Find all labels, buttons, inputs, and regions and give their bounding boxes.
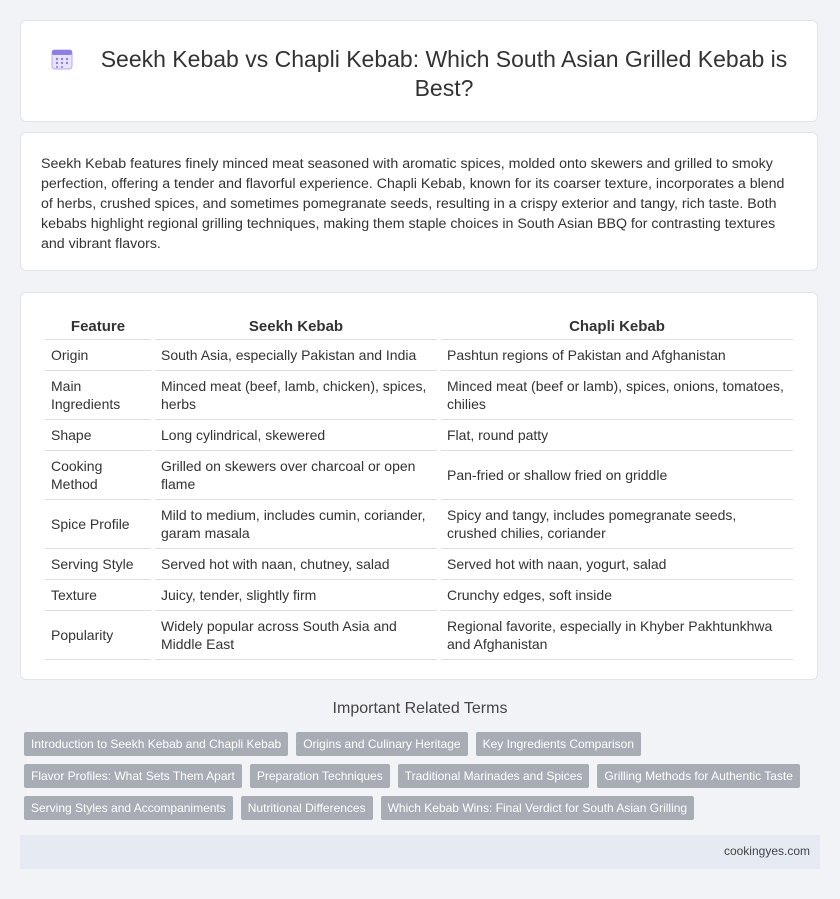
table-cell: Flat, round patty <box>441 420 793 451</box>
intro-paragraph: Seekh Kebab features finely minced meat seasoned with aromatic spices, molded onto skewers and grilled to smoky perfection, offering a tender and flavorful experience. Chapli Kebab, known for its coarser texture, incorporates a blend of herbs, crushed spices, and sometimes pomegranate seeds, resulting in a crispy exterior and tangy, rich taste. Both kebabs highlight regional grilling techniques, making them staple choices in South Asian BBQ for contrasting textures and vibrant flavors. <box>41 156 785 252</box>
table-cell: Juicy, tender, slightly firm <box>155 580 437 611</box>
column-header: Seekh Kebab <box>155 313 437 340</box>
table-cell: Shape <box>45 420 151 451</box>
table-row <box>45 611 793 660</box>
table-row <box>45 549 793 580</box>
related-term-tag[interactable]: Traditional Marinades and Spices <box>398 764 590 788</box>
table-row <box>45 371 793 420</box>
related-term-tag[interactable]: Origins and Culinary Heritage <box>296 732 467 756</box>
table-row <box>45 451 793 500</box>
header-card <box>20 20 818 122</box>
related-term-tag[interactable]: Key Ingredients Comparison <box>476 732 641 756</box>
related-term-tag[interactable]: Grilling Methods for Authentic Taste <box>597 764 800 788</box>
footer <box>20 835 820 869</box>
table-row <box>45 420 793 451</box>
table-cell: Widely popular across South Asia and Middle East <box>155 611 437 660</box>
table-row <box>45 500 793 549</box>
column-header: Chapli Kebab <box>441 313 793 340</box>
intro-card <box>20 132 818 271</box>
table-cell: Texture <box>45 580 151 611</box>
table-cell: Mild to medium, includes cumin, coriander, garam masala <box>155 500 437 549</box>
table-cell: Minced meat (beef, lamb, chicken), spices, herbs <box>155 371 437 420</box>
comparison-table <box>41 313 797 660</box>
table-cell: Serving Style <box>45 549 151 580</box>
table-cell: Main Ingredients <box>45 371 151 420</box>
related-term-tag[interactable]: Flavor Profiles: What Sets Them Apart <box>24 764 242 788</box>
related-terms-list <box>24 732 814 820</box>
table-cell: Regional favorite, especially in Khyber Pakhtunkhwa and Afghanistan <box>441 611 793 660</box>
table-row <box>45 580 793 611</box>
related-term-tag[interactable]: Which Kebab Wins: Final Verdict for South Asian Grilling <box>381 796 694 820</box>
table-cell: Popularity <box>45 611 151 660</box>
table-cell: Cooking Method <box>45 451 151 500</box>
table-cell: Pan-fried or shallow fried on griddle <box>441 451 793 500</box>
footer-site: cookingyes.com <box>723 844 810 858</box>
related-term-tag[interactable]: Nutritional Differences <box>241 796 373 820</box>
table-cell: Crunchy edges, soft inside <box>441 580 793 611</box>
page-title: Seekh Kebab vs Chapli Kebab: Which South Asian Grilled Kebab is Best? <box>100 46 788 101</box>
table-cell: Pashtun regions of Pakistan and Afghanistan <box>441 340 793 371</box>
table-cell: South Asia, especially Pakistan and India <box>155 340 437 371</box>
column-header: Feature <box>45 313 151 340</box>
table-cell: Spicy and tangy, includes pomegranate seeds, crushed chilies, coriander <box>441 500 793 549</box>
related-terms-title: Important Related Terms <box>332 700 508 717</box>
table-cell: Served hot with naan, yogurt, salad <box>441 549 793 580</box>
comparison-table-card <box>20 292 818 680</box>
table-cell: Served hot with naan, chutney, salad <box>155 549 437 580</box>
calendar-icon <box>50 47 74 71</box>
table-row <box>45 340 793 371</box>
table-cell: Spice Profile <box>45 500 151 549</box>
related-term-tag[interactable]: Preparation Techniques <box>250 764 390 788</box>
table-cell: Long cylindrical, skewered <box>155 420 437 451</box>
table-cell: Origin <box>45 340 151 371</box>
table-cell: Minced meat (beef or lamb), spices, onions, tomatoes, chilies <box>441 371 793 420</box>
table-header-row <box>45 313 793 340</box>
table-cell: Grilled on skewers over charcoal or open flame <box>155 451 437 500</box>
related-term-tag[interactable]: Introduction to Seekh Kebab and Chapli Kebab <box>24 732 288 756</box>
related-term-tag[interactable]: Serving Styles and Accompaniments <box>24 796 233 820</box>
